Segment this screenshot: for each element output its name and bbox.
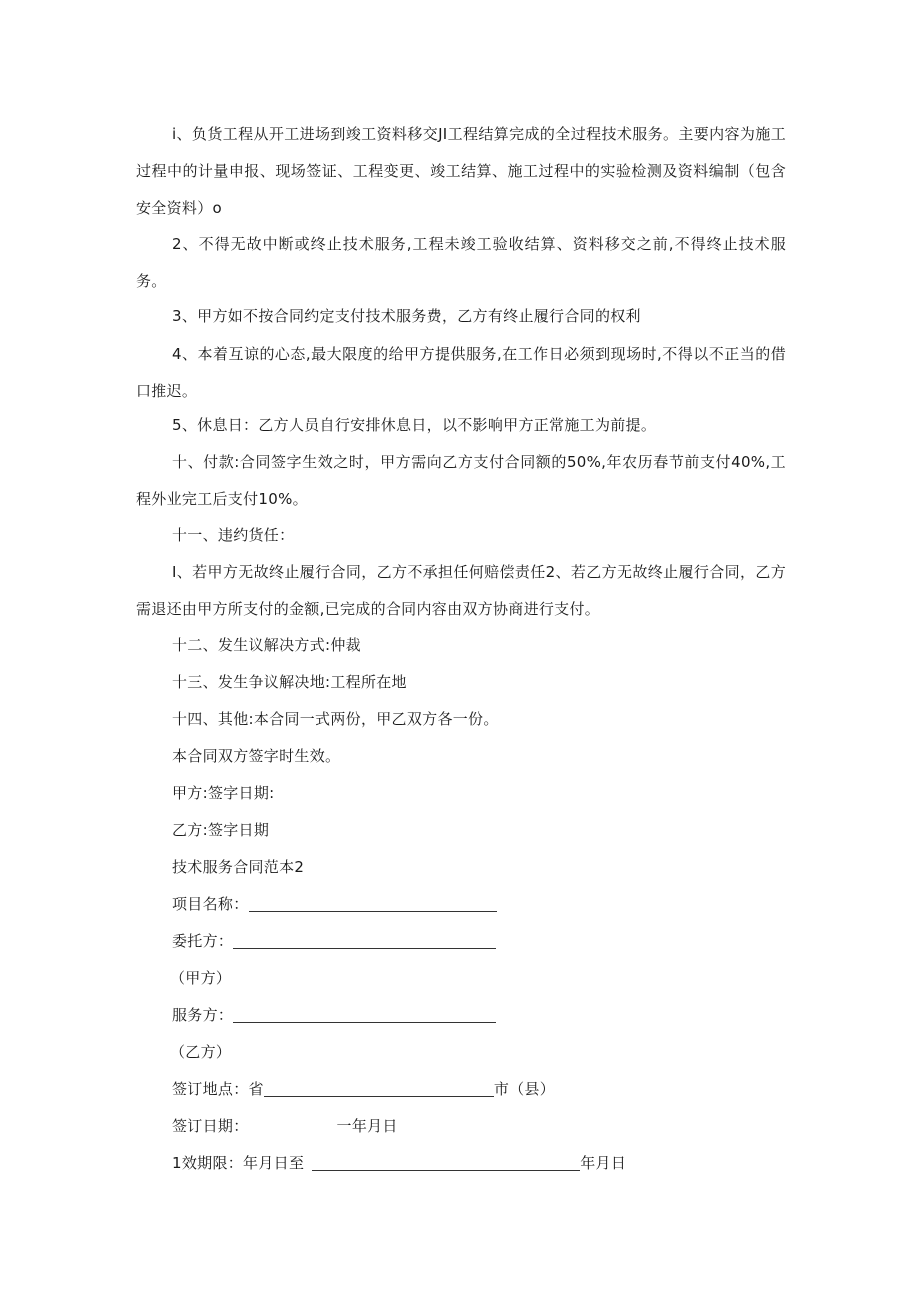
paragraph-termination-right: 3、甲方如不按合同约定支付技术服务费，乙方有终止履行合同的权利 <box>172 307 641 325</box>
sign-place-suffix: 市（县） <box>493 1080 556 1098</box>
paragraph-rest-days: 5、休息日：乙方人员自行安排休息日，以不影响甲方正常施工为前提。 <box>172 416 657 434</box>
provider-label: 服务方： <box>172 1006 234 1024</box>
paragraph-breach-terms: I、若甲方无故终止履行合同，乙方不承担任何赔偿责任2、若乙方无故终止履行合同，乙方需退还由甲方所支付的金额,已完成的合同内容由双方协商进行支付。 <box>136 563 786 618</box>
client-blank <box>233 930 496 949</box>
field-sign-place <box>172 1071 555 1108</box>
paragraph-breach-heading: 十一、违约货任： <box>172 526 295 544</box>
validity-suffix: 年月日 <box>580 1154 627 1172</box>
field-client <box>172 923 496 960</box>
provider-note: （乙方） <box>170 1043 232 1061</box>
field-project-name <box>172 886 497 923</box>
provider-blank <box>233 1004 496 1023</box>
line-dispute-place: 十三、发生争议解决地:工程所在地 <box>172 673 407 691</box>
field-sign-date <box>172 1108 398 1145</box>
paragraph-mutual-understanding: 4、本着互谅的心态,最大限度的给甲方提供服务,在工作日必须到现场时,不得以不正当的借口推迟。 <box>136 345 786 400</box>
line-effective: 本合同双方签字时生效。 <box>172 747 341 765</box>
project-name-label: 项目名称： <box>172 895 249 913</box>
paragraph-scope: i、负货工程从开工进场到竣工资料移交JI工程结算完成的全过程技术服务。主要内容为施工过程中的计量申报、现场签证、工程变更、竣工结算、施工过程中的实验检测及资料编制（包含安全资料）o <box>136 125 786 217</box>
field-provider <box>172 997 496 1034</box>
line-party-b-sign: 乙方:签字日期 <box>172 821 270 839</box>
sign-date-label: 签订日期： <box>172 1117 249 1135</box>
paragraph-payment: 十、付款:合同签字生效之时，甲方需向乙方支付合同额的50%,年农历春节前支付40%,工程外业完工后支付10%。 <box>136 453 786 508</box>
sign-place-label: 签订地点：省 <box>172 1080 264 1098</box>
paragraph-no-interrupt: 2、不得无故中断或终止技术服务,工程未竣工验收结算、资料移交之前,不得终止技术服务。 <box>136 235 786 290</box>
section-title-template-2: 技术服务合同范本2 <box>172 858 305 876</box>
client-note: （甲方） <box>170 969 232 987</box>
line-dispute-resolution: 十二、发生议解决方式:仲裁 <box>172 636 361 654</box>
project-name-blank <box>249 893 497 912</box>
line-other: 十四、其他:本合同一式两份，甲乙双方各一份。 <box>172 710 499 728</box>
sign-date-value: 一年月日 <box>336 1117 398 1135</box>
client-label: 委托方： <box>172 932 234 950</box>
sign-place-blank <box>264 1078 494 1097</box>
validity-label: 1效期限：年月日至 <box>172 1154 305 1172</box>
field-validity <box>172 1145 626 1182</box>
validity-blank <box>312 1152 580 1171</box>
line-party-a-sign: 甲方:签字日期: <box>172 784 275 802</box>
